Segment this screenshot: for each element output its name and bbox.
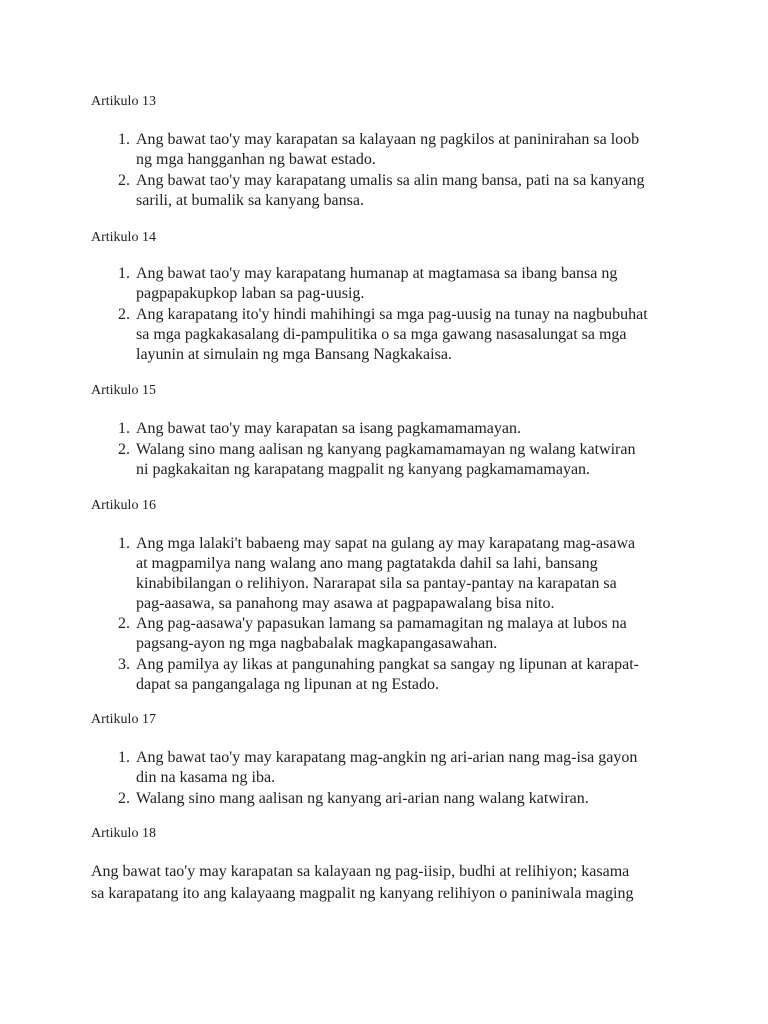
list-line: sarili, at bumalik sa kanyang bansa. [136, 192, 364, 209]
list-item [118, 655, 696, 695]
list-number: 1. [118, 265, 130, 282]
list-number: 1. [118, 420, 130, 437]
list-line: dapat sa pangangalaga ng lipunan at ng Estado. [136, 676, 440, 693]
list-number: 3. [118, 656, 130, 673]
article-paragraph [91, 861, 681, 905]
list-item [118, 171, 696, 211]
list-number: 1. [118, 131, 130, 148]
list-item [118, 440, 696, 480]
paragraph-line: Ang bawat tao'y may karapatan sa kalayaan ng pag-iisip, budhi at relihiyon; kasama [91, 863, 630, 880]
list-number: 1. [118, 749, 130, 766]
list-item [118, 305, 696, 365]
list-line: Ang bawat tao'y may karapatang umalis sa alin mang bansa, pati na sa kanyang [136, 172, 645, 189]
list-item [118, 264, 696, 304]
article-heading: Artikulo 17 [91, 712, 156, 727]
paragraph-line: sa karapatang ito ang kalayaang magpalit ng kanyang relihiyon o paniniwala maging [91, 885, 634, 902]
list-number: 2. [118, 172, 130, 189]
article-heading: Artikulo 16 [91, 498, 156, 513]
list-item [118, 789, 696, 809]
article-heading: Artikulo 18 [91, 826, 156, 841]
list-item [118, 130, 696, 170]
list-number: 2. [118, 306, 130, 323]
article-heading: Artikulo 15 [91, 383, 156, 398]
list-line: Ang karapatang ito'y hindi mahihingi sa mga pag-uusig na tunay na nagbubuhat [136, 306, 648, 323]
list-line: ni pagkakaitan ng karapatang magpalit ng kanyang pagkamamamayan. [136, 461, 591, 478]
list-line: layunin at simulain ng mga Bansang Nagkakaisa. [136, 346, 452, 363]
list-line: Ang bawat tao'y may karapatang mag-angkin ng ari-arian nang mag-isa gayon [136, 749, 638, 766]
list-line: Ang bawat tao'y may karapatan sa isang pagkamamamayan. [136, 420, 521, 437]
list-item [118, 534, 696, 614]
article-heading: Artikulo 13 [91, 94, 156, 109]
article-heading: Artikulo 14 [91, 230, 156, 245]
list-line: pagpapakupkop laban sa pag-uusig. [136, 285, 365, 302]
list-line: Ang pag-aasawa'y papasukan lamang sa pamamagitan ng malaya at lubos na [136, 615, 627, 632]
list-line: ng mga hangganhan ng bawat estado. [136, 151, 376, 168]
list-line: Ang mga lalaki't babaeng may sapat na gulang ay may karapatang mag-asawa [136, 535, 636, 552]
list-line: Walang sino mang aalisan ng kanyang pagkamamamayan ng walang katwiran [136, 441, 636, 458]
list-number: 2. [118, 615, 130, 632]
list-line: din na kasama ng iba. [136, 769, 276, 786]
list-number: 2. [118, 441, 130, 458]
list-number: 1. [118, 535, 130, 552]
list-line: Walang sino mang aalisan ng kanyang ari-arian nang walang katwiran. [136, 790, 589, 807]
list-line: pag-aasawa, sa panahong may asawa at pagpapawalang bisa nito. [136, 595, 555, 612]
list-item [118, 614, 696, 654]
list-line: Ang bawat tao'y may karapatang humanap at magtamasa sa ibang bansa ng [136, 265, 618, 282]
list-number: 2. [118, 790, 130, 807]
list-line: Ang pamilya ay likas at pangunahing pangkat sa sangay ng lipunan at karapat- [136, 656, 639, 673]
list-line: at magpamilya nang walang ano mang pagtatakda dahil sa lahi, bansang [136, 555, 598, 572]
list-item [118, 748, 696, 788]
list-item [118, 419, 696, 439]
list-line: Ang bawat tao'y may karapatan sa kalayaan ng pagkilos at paninirahan sa loob [136, 131, 640, 148]
list-line: pagsang-ayon ng mga nagbabalak magkapangasawahan. [136, 635, 498, 652]
list-line: kinabibilangan o relihiyon. Nararapat sila sa pantay-pantay na karapatan sa [136, 575, 617, 592]
list-line: sa mga pagkakasalang di-pampulitika o sa mga gawang nasasalungat sa mga [136, 326, 627, 343]
